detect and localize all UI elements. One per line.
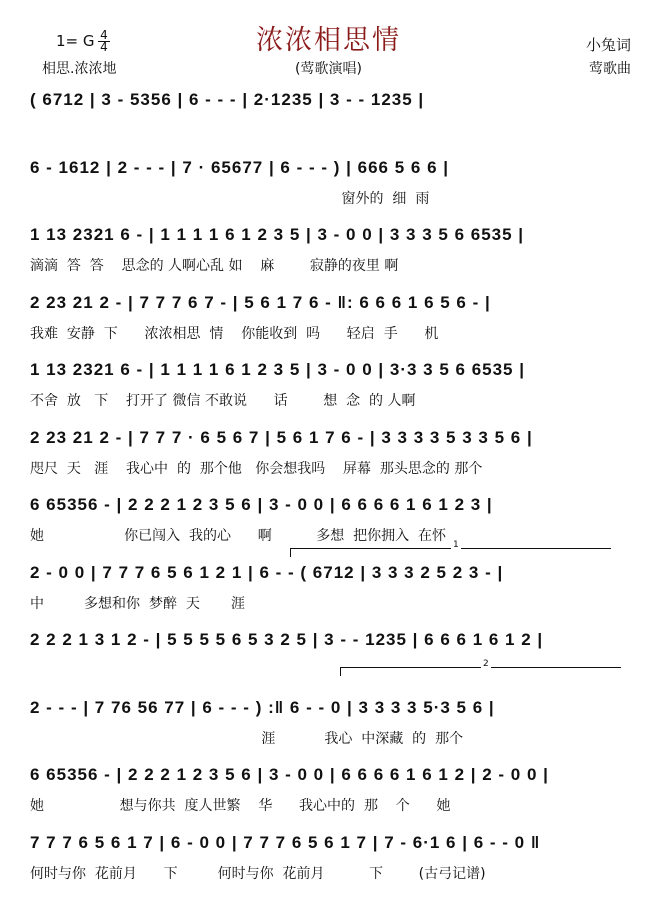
song-title: 浓浓相思情 xyxy=(256,25,401,56)
lyrics-line: 她 你已闯入 我的心 啊 多想 把你拥入 在怀 xyxy=(30,528,447,544)
notes-line: 6 65356 - | 2 2 2 1 2 3 5 6 | 3 - 0 0 | 6 6 6 6 1 6 1 2 3 | xyxy=(30,495,493,514)
first-ending-number: 1 xyxy=(453,540,459,550)
singer-credit: (莺歌演唱) xyxy=(295,61,362,77)
time-signature xyxy=(98,30,110,53)
lyrics-line: 窗外的 细 雨 xyxy=(30,190,430,207)
notes-line: 1 13 2321 6 - | 1 1 1 1 6 1 2 3 5 | 3 - 0 0 | 3·3 3 5 6 6535 | xyxy=(30,360,525,379)
song-subtitle: 相思.浓浓地 xyxy=(42,61,117,77)
lyrics-line: 涯 我心 中深藏 的 那个 xyxy=(30,730,464,747)
lyrics-line: 滴滴 答 答 思念的 人啊心乱 如 麻 寂静的夜里 啊 xyxy=(30,258,399,274)
notes-line: 6 65356 - | 2 2 2 1 2 3 5 6 | 3 - 0 0 | 6 6 6 6 1 6 1 2 | 2 - 0 0 | xyxy=(30,765,549,784)
lyrics-line: 我难 安静 下 浓浓相思 情 你能收到 吗 轻启 手 机 xyxy=(30,325,439,342)
second-ending-number: 2 xyxy=(483,659,489,669)
lyrics-line: 她 想与你共 度人世繁 华 我心中的 那 个 她 xyxy=(30,798,451,814)
notes-line: 2 23 21 2 - | 7 7 7 6 7 - | 5 6 1 7 6 - ‖: 6 6 6 1 6 5 6 - | xyxy=(30,292,491,312)
key-signature: 1= G xyxy=(56,32,95,50)
notes-line: 1 13 2321 6 - | 1 1 1 1 6 1 2 3 5 | 3 - 0 0 | 3 3 3 5 6 6535 | xyxy=(30,225,525,244)
time-signature-top: 4 xyxy=(100,28,108,42)
notes-line: ( 6712 | 3 - 5356 | 6 - - - | 2·1235 | 3 - - 1235 | xyxy=(30,90,425,109)
notes-line: 2 - - - | 7 76 56 77 | 6 - - - ) :‖ 6 - - 0 | 3 3 3 3 5·3 5 6 | xyxy=(30,697,495,717)
notes-line: 2 - 0 0 | 7 7 7 6 5 6 1 2 1 | 6 - - ( 6712 | 3 3 3 2 5 2 3 - | xyxy=(30,562,504,582)
time-signature-bottom: 4 xyxy=(98,41,110,53)
lyricist-credit: 小兔词 xyxy=(585,36,631,54)
lyrics-line: 不舍 放 下 打开了 微信 不敢说 话 想 念 的 人啊 xyxy=(30,393,416,409)
notes-line: 7 7 7 6 5 6 1 7 | 6 - 0 0 | 7 7 7 6 5 6 1 7 | 7 - 6·1 6 | 6 - - 0 ‖ xyxy=(30,832,541,852)
notes-line: 6 - 1612 | 2 - - - | 7 · 65677 | 6 - - - ) | 666 5 6 6 | xyxy=(30,157,450,177)
notes-line: 2 23 21 2 - | 7 7 7 · 6 5 6 7 | 5 6 1 7 6 - | 3 3 3 3 5 3 3 5 6 | xyxy=(30,427,533,447)
lyrics-line: 咫尺 天 涯 我心中 的 那个他 你会想我吗 屏幕 那头思念的 那个 xyxy=(30,460,483,477)
lyrics-line: 何时与你 花前月 下 何时与你 花前月 下 (古弓记谱) xyxy=(30,865,486,882)
lyrics-line: 中 多想和你 梦醉 天 涯 xyxy=(30,595,246,612)
composer-credit: 莺歌曲 xyxy=(589,61,631,77)
first-ending-bracket xyxy=(290,540,611,557)
notes-line: 2 2 2 1 3 1 2 - | 5 5 5 5 6 5 3 2 5 | 3 - - 1235 | 6 6 6 1 6 1 2 | xyxy=(30,630,544,649)
second-ending-bracket xyxy=(340,659,621,676)
